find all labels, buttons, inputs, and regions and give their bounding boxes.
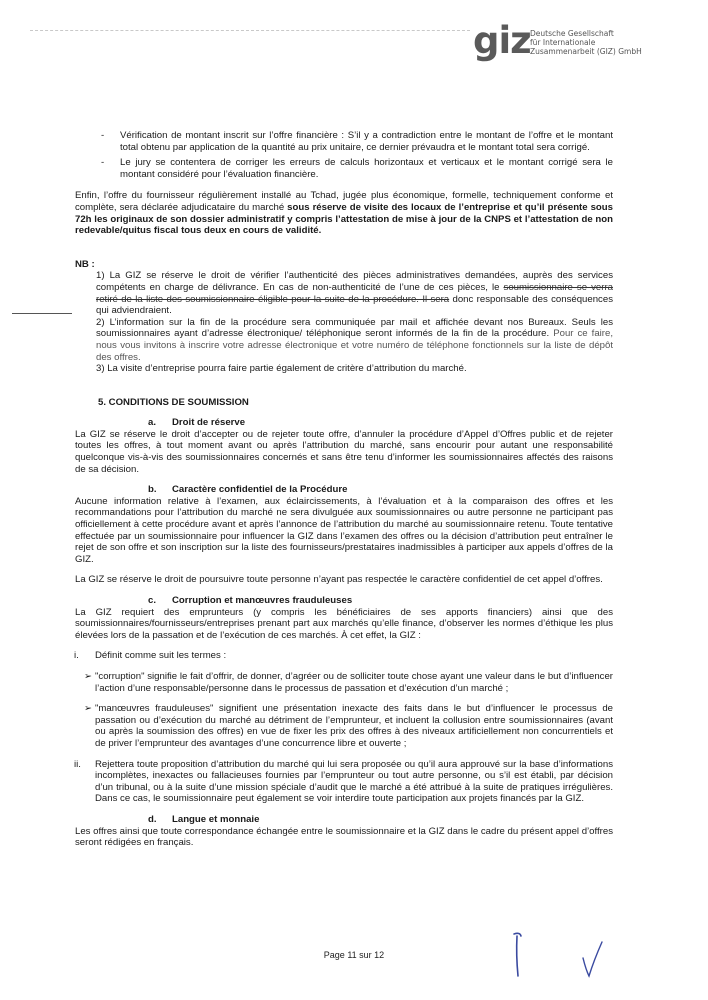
subsection-letter: a. bbox=[148, 417, 157, 429]
bullet-calculation-errors bbox=[75, 157, 613, 180]
subsection-letter: c. bbox=[148, 595, 157, 606]
roman-item-i bbox=[75, 650, 613, 662]
subsection-b-text-1: Aucune information relative à l’examen, aux éclaircissements, à l’évaluation et à la comparaison des offres et les recommandations pour l’attribution du marché ne sera divulguée aux soumissionnaires ou autre personne ne participant pas officiellement à cette procédure avant et après l’annonce de l’attribution du marché au soumissionnaire retenu. Toute tentative effectuée par un soumissionnaire pour influencer la GIZ dans l’examen des offres ou la décision d’attribution peut entraîner le rejet de son offre et son inscription sur la liste des fournisseurs/prestataires inadmissibles à participer aux appels d’offres de la GIZ. bbox=[75, 495, 613, 565]
handwritten-signature-mark bbox=[580, 930, 606, 980]
roman-item-text: Définit comme suit les termes : bbox=[95, 650, 227, 662]
nb-point-3: 3) La visite d’entreprise pourra faire partie également de critère d’attribution du marché. bbox=[96, 363, 467, 375]
nb-point-1-end: donc responsable des conséquences qui adviendraient. bbox=[96, 293, 613, 317]
roman-numeral: ii. bbox=[74, 758, 81, 770]
nb-point-2 bbox=[75, 317, 613, 363]
page-number: Page 11 sur 12 bbox=[323, 950, 385, 960]
giz-logo-text bbox=[530, 29, 642, 56]
struck-through-text: soumissionnaire se verra retiré de la liste des soumissionnaire éligible pour la suite de la procédure. Il sera bbox=[96, 281, 613, 305]
roman-item-ii bbox=[75, 759, 613, 805]
definition-corruption bbox=[75, 671, 613, 694]
nb-point-2-text: 2) L’information sur la fin de la procédure sera communiquée par mail et affichée devant nos Bureaux. Seuls les soumissionnaires ayant d’adresse électronique/ téléphonique seront informés de la fin de la procédure. bbox=[96, 316, 613, 340]
handwritten-initial-mark bbox=[508, 930, 528, 980]
subsection-c-heading bbox=[75, 595, 613, 607]
subsection-title: Droit de réserve bbox=[172, 417, 246, 429]
arrow-bullet-icon: ➢ bbox=[84, 670, 93, 682]
document-body bbox=[75, 130, 613, 849]
scan-top-line bbox=[30, 30, 470, 31]
bullet-amount-verification bbox=[75, 130, 613, 153]
logo-line-2: für Internationale bbox=[530, 38, 596, 47]
subsection-a-text: La GIZ se réserve le droit d’accepter ou de rejeter toute offre, d’annuler la procédure d’Appel d’Offres public et de rejeter toutes les offres, à tout moment avant ou après l’attribution du marché, sans encourir pour autant une responsabilité quelconque vis-à-vis des soumissionnaires concernés et sans être tenu d’informer les soumissionnaires affectés des raisons de sa décision. bbox=[75, 428, 613, 475]
subsection-c-text: La GIZ requiert des emprunteurs (y compris les bénéficiaires de ses apports financiers) ainsi que des soumissionnaires/fournisseurs/entreprises prenant part aux marchés qu’elle finance, d’observer les normes d’éthique les plus élevées lors de la passation et de l’exécution de ces marchés. À cet effet, la GIZ : bbox=[75, 606, 613, 641]
definition-text: "corruption" signifie le fait d’offrir, de donner, d’agréer ou de solliciter toute chose ayant une valeur dans le but d’influencer l’action d’une responsable/personne dans le processus de passation et d’exécution d’un marché ; bbox=[95, 670, 613, 694]
subsection-b-text-2: La GIZ se réserve le droit de poursuivre toute personne n’ayant pas respectée le caractère confidentiel de cet appel d’offres. bbox=[75, 574, 603, 586]
subsection-a-heading bbox=[75, 417, 613, 429]
subsection-title: Corruption et manœuvres frauduleuses bbox=[172, 595, 353, 606]
award-conditions: sous réserve de visite des locaux de l’entreprise et qu’il présente sous 72h les originaux de son dossier administratif y compris l’attestation de mise à jour de la CNPS et l’attestation de non redevable/quitus fiscal tous deux en cours de validité. bbox=[75, 201, 613, 237]
subsection-b-heading bbox=[75, 484, 613, 496]
roman-item-text: Rejettera toute proposition d’attribution du marché qui lui sera proposée ou qu’il aura approuvé sur la base d’informations incomplètes, inexactes ou fallacieuses fournies par l’emprunteur ou tout autre personne, ou s’il est établi, par décision d’un tribunal, ou à la suite d’une mission spéciale d’audit que le marché a été attribué à la suite de pratiques irrégulières. Dans ce cas, le soumissionnaire peut également se voir interdire toute participation aux projets financés par la GIZ. bbox=[95, 758, 613, 805]
definition-text: "manœuvres frauduleuses" signifient une présentation inexacte des faits dans le but d’influencer le processus de passation ou d’exécution du marché au détriment de l’emprunteur, et incluent la collusion entre soumissionnaires (avant ou après la soumission des offres) en vue de fixer les prix des offres à des niveaux artificiellement non concurrentiels et de priver l’emprunteur des avantages d’une concurrence libre et ouverte ; bbox=[95, 703, 613, 749]
bullet-dash: - bbox=[101, 157, 105, 169]
section-title: 5. CONDITIONS DE SOUMISSION bbox=[98, 396, 249, 408]
margin-strike-mark bbox=[12, 313, 72, 314]
nb-point-2-faint: Pour ce faire, nous vous invitons à inscrire votre adresse électronique et votre numéro de téléphone fonctionnels sur la liste de dépôt des offres. bbox=[96, 328, 613, 363]
logo-line-1: Deutsche Gesellschaft bbox=[530, 29, 614, 38]
logo-line-3: Zusammenarbeit (GIZ) GmbH bbox=[530, 47, 642, 56]
bullet-text: Le jury se contentera de corriger les erreurs de calculs horizontaux et verticaux et le montant corrigé sera le montant considéré pour l’évaluation financière. bbox=[120, 157, 613, 180]
subsection-title: Caractère confidentiel de la Procédure bbox=[172, 484, 348, 496]
bullet-text: Vérification de montant inscrit sur l’offre financière : S’il y a contradiction entre le montant de l’offre et le montant total obtenu par application de la quantité au prix unitaire, ce dernier prévaudra et le montant total sera corrigé. bbox=[120, 130, 613, 153]
nb-point-1 bbox=[75, 270, 613, 316]
subsection-letter: b. bbox=[148, 484, 157, 496]
bullet-dash: - bbox=[101, 130, 105, 141]
subsection-d-text: Les offres ainsi que toute correspondance échangée entre le soumissionnaire et la GIZ dans le cadre du présent appel d’offres seront rédigées en français. bbox=[75, 825, 613, 849]
definition-fraud bbox=[75, 703, 613, 749]
roman-numeral: i. bbox=[74, 650, 79, 662]
nb-point-1-text: 1) La GIZ se réserve le droit de vérifier l’authenticité des pièces administratives demandées, auprès des services compétents en charge de délivrance. En cas de non-authenticité de l’une de ces pièces, le bbox=[96, 270, 613, 293]
arrow-bullet-icon: ➢ bbox=[84, 703, 93, 715]
subsection-d-heading bbox=[75, 814, 613, 826]
subsection-letter: d. bbox=[148, 813, 157, 825]
subsection-title: Langue et monnaie bbox=[172, 813, 260, 825]
nb-label: NB : bbox=[75, 258, 95, 270]
giz-logo-mark: giz bbox=[473, 19, 531, 62]
award-paragraph bbox=[75, 190, 613, 236]
award-text: Enfin, l’offre du fournisseur régulièrement installé au Tchad, jugée plus économique, formelle, techniquement conforme et complète, sera déclarée adjudicataire du marché bbox=[75, 190, 613, 213]
giz-logo bbox=[473, 19, 653, 74]
